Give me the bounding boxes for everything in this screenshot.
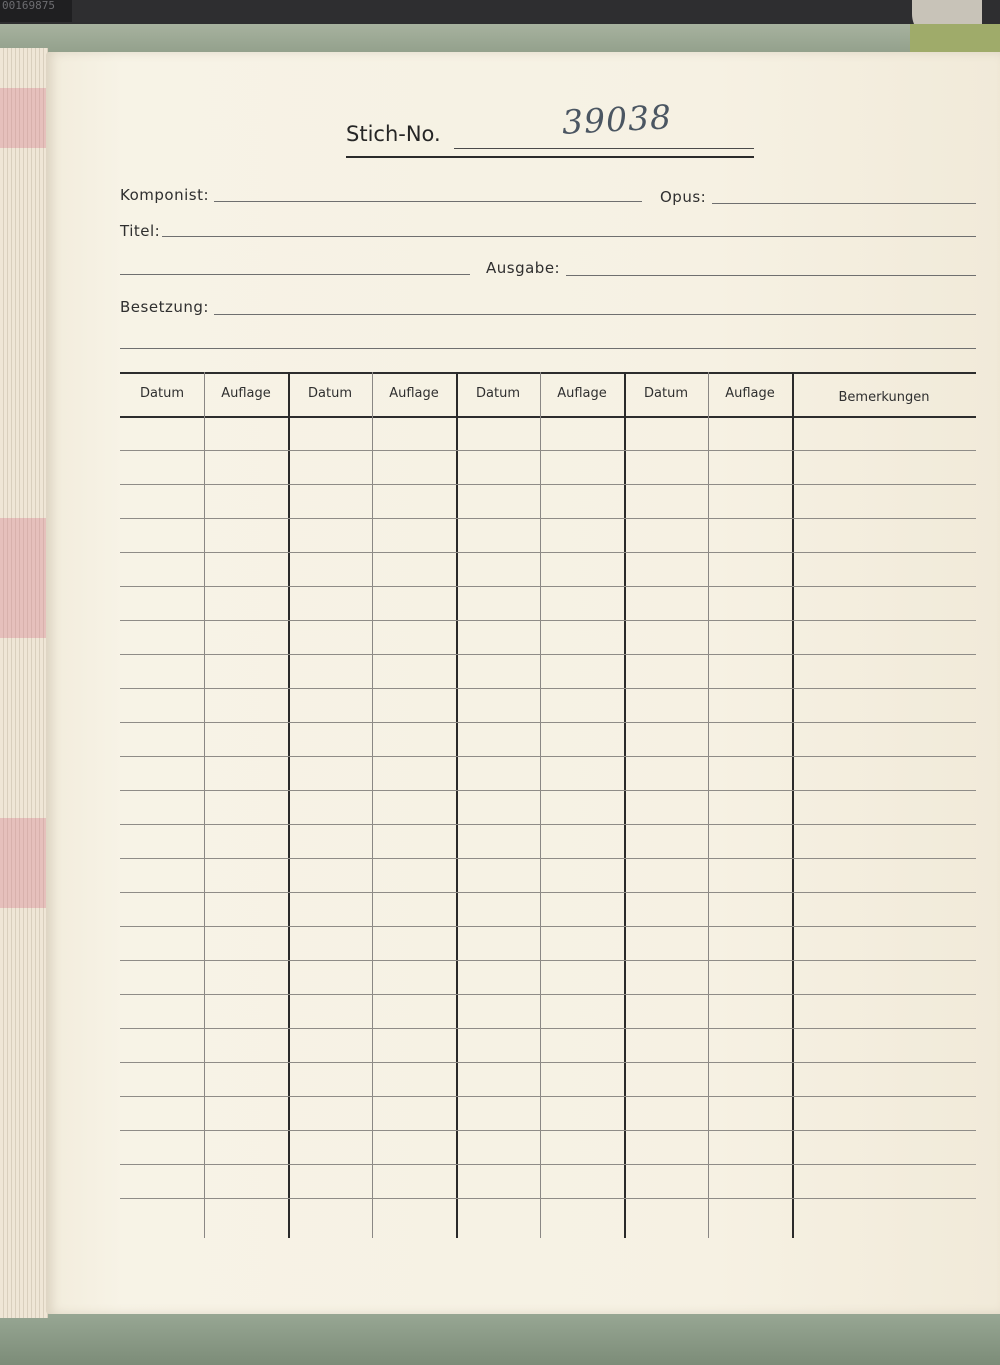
header-bottom-border xyxy=(120,416,976,418)
form-page xyxy=(46,52,1000,1314)
table-row[interactable] xyxy=(120,450,976,451)
besetzung-label: Besetzung: xyxy=(120,298,209,316)
table-row[interactable] xyxy=(120,756,976,757)
page-stack xyxy=(0,48,48,1318)
column-divider xyxy=(708,372,709,1238)
table-row[interactable] xyxy=(120,552,976,553)
column-header-datum: Datum xyxy=(140,386,184,401)
titel-line-2[interactable] xyxy=(120,274,470,275)
table-row[interactable] xyxy=(120,654,976,655)
stain xyxy=(0,88,46,148)
column-header-datum: Datum xyxy=(308,386,352,401)
column-header-datum: Datum xyxy=(476,386,520,401)
handwritten-stich-number: 39038 xyxy=(561,97,673,142)
stain xyxy=(0,818,46,908)
table-row[interactable] xyxy=(120,688,976,689)
table-row[interactable] xyxy=(120,858,976,859)
table-row[interactable] xyxy=(120,722,976,723)
table-row[interactable] xyxy=(120,1096,976,1097)
column-divider xyxy=(540,372,541,1238)
table-row[interactable] xyxy=(120,1198,976,1199)
column-header-auflage: Auflage xyxy=(221,386,271,401)
column-header-auflage: Auflage xyxy=(725,386,775,401)
titel-label: Titel: xyxy=(120,222,161,240)
table-row[interactable] xyxy=(120,484,976,485)
opus-label: Opus: xyxy=(660,188,707,206)
title-underline-thin xyxy=(454,148,754,149)
table-row[interactable] xyxy=(120,926,976,927)
stain xyxy=(0,518,46,638)
table-top-border xyxy=(120,372,976,374)
table-row[interactable] xyxy=(120,1130,976,1131)
table-row[interactable] xyxy=(120,994,976,995)
column-header-auflage: Auflage xyxy=(389,386,439,401)
column-header-bemerkungen: Bemerkungen xyxy=(838,390,930,405)
table-row[interactable] xyxy=(120,586,976,587)
opus-line[interactable] xyxy=(712,203,976,204)
ausgabe-line[interactable] xyxy=(566,275,976,276)
column-divider xyxy=(204,372,205,1238)
column-divider-thick xyxy=(456,372,458,1238)
scan-edge-label: 00169875 xyxy=(0,0,72,22)
besetzung-line-2[interactable] xyxy=(120,348,976,349)
stich-no-label: Stich-No. xyxy=(346,122,441,146)
besetzung-line[interactable] xyxy=(214,314,976,315)
titel-line[interactable] xyxy=(162,236,976,237)
table-row[interactable] xyxy=(120,790,976,791)
column-header-auflage: Auflage xyxy=(557,386,607,401)
table-row[interactable] xyxy=(120,1062,976,1063)
komponist-label: Komponist: xyxy=(120,186,210,204)
table-row[interactable] xyxy=(120,960,976,961)
title-underline xyxy=(346,156,754,158)
ausgabe-label: Ausgabe: xyxy=(486,259,561,277)
column-divider xyxy=(372,372,373,1238)
table-row[interactable] xyxy=(120,620,976,621)
table-row[interactable] xyxy=(120,1028,976,1029)
komponist-line[interactable] xyxy=(214,201,642,202)
table-row[interactable] xyxy=(120,824,976,825)
column-divider-thick xyxy=(792,372,794,1238)
column-divider-thick xyxy=(624,372,626,1238)
column-divider-thick xyxy=(288,372,290,1238)
table-row[interactable] xyxy=(120,1164,976,1165)
column-header-datum: Datum xyxy=(644,386,688,401)
table-row[interactable] xyxy=(120,518,976,519)
table-row[interactable] xyxy=(120,892,976,893)
